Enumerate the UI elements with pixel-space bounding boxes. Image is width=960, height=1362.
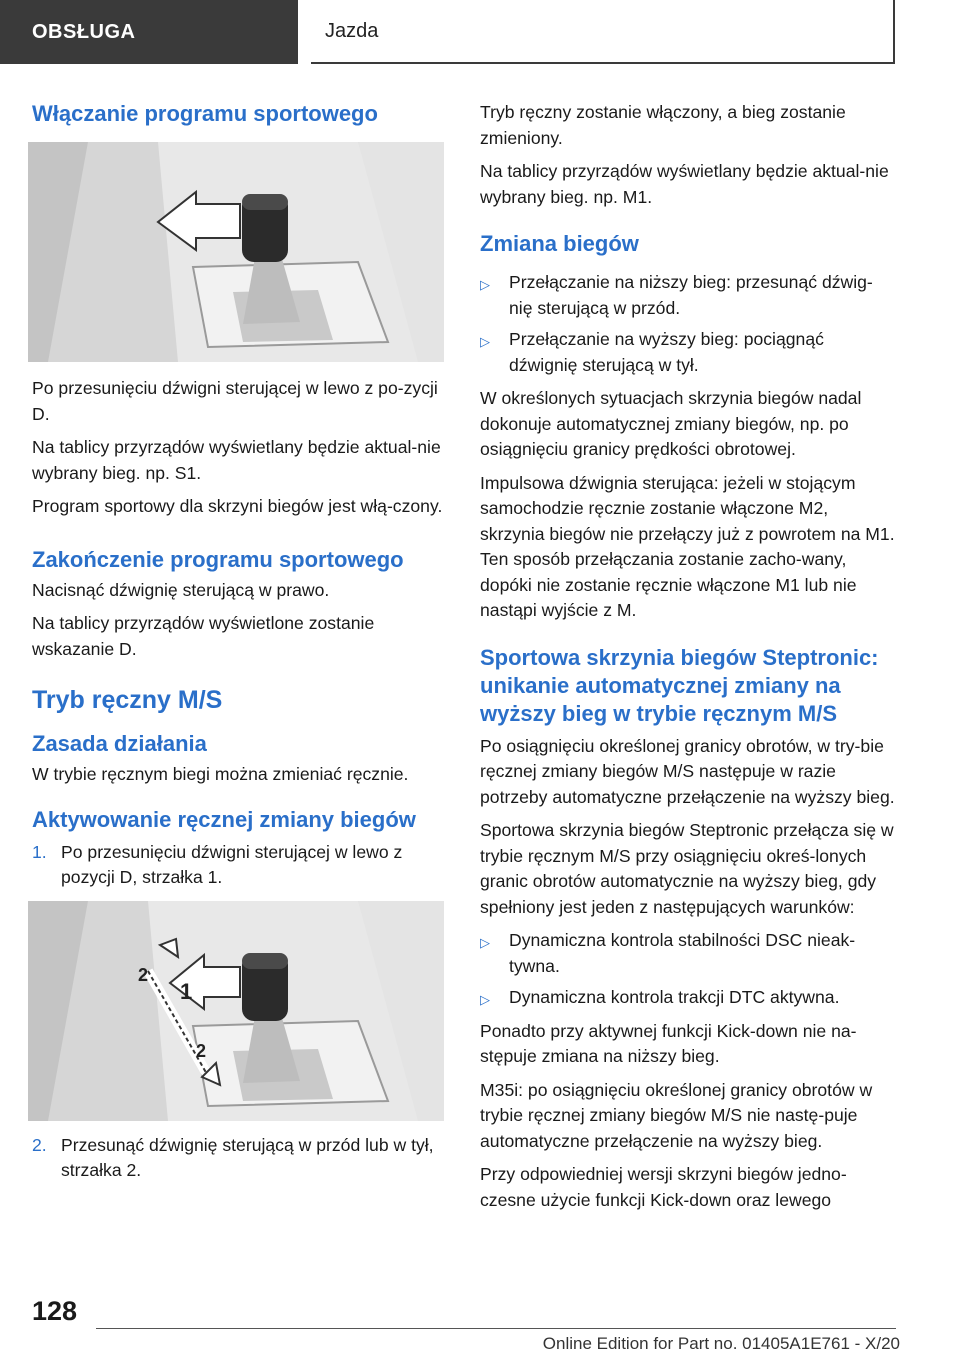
gear-change-list — [480, 270, 896, 378]
paragraph: Tryb ręczny zostanie włączony, a bieg zostanie zmieniony. — [480, 102, 846, 148]
arrow-label-2-lower: 2 — [196, 1040, 207, 1061]
heading-principle: Zasada działania — [32, 731, 207, 756]
right-column — [480, 100, 896, 1221]
footer-edition: Online Edition for Part no. 01405A1E761 - X/20 — [542, 1334, 900, 1353]
footer-divider — [96, 1328, 896, 1329]
paragraph: Na tablicy przyrządów wyświetlany będzie aktual-nie wybrany bieg. np. M1. — [480, 161, 889, 207]
gear-selector-figure — [28, 142, 444, 362]
heading-gear-change: Zmiana biegów — [480, 231, 639, 256]
gear-selector-arrows-illustration — [28, 901, 444, 1121]
page-number: 128 — [32, 1296, 78, 1326]
paragraph: W określonych sytuacjach skrzynia biegów nadal dokonuje automatycznej zmiany biegów, np. po osiągnięciu granicy prędkości obrotowej. — [480, 388, 862, 459]
arrow-label-2: 2 — [138, 964, 149, 985]
chapter-tab — [311, 0, 895, 64]
paragraph: Na tablicy przyrządów wyświetlany będzie aktual-nie wybrany bieg. np. S1. — [32, 437, 441, 483]
step-text: Przesunąć dźwignię sterującą w przód lub w tył, strzałka 2. — [61, 1134, 434, 1180]
heading-sport-off: Zakończenie programu sportowego — [32, 546, 404, 572]
heading-activate-manual: Aktywowanie ręcznej zmiany biegów — [32, 806, 416, 832]
list-item-text: Dynamiczna kontrola trakcji DTC aktywna. — [509, 987, 840, 1007]
conditions-list — [480, 928, 896, 1013]
paragraph: Impulsowa dźwignia sterująca: jeżeli w stojącym samochodzie ręcznie zostanie włączone M2, skrzynia biegów nie przełączy już z powrotem na M1. Ten sposób przełączania zostanie zacho-wany, dopóki nie zostanie ręcznie włączone M1 lub nie nastąpi wyjście z M. — [480, 472, 895, 620]
step-number: 2. — [32, 1134, 47, 1155]
section-title: OBSŁUGA — [32, 20, 136, 43]
list-item — [32, 840, 444, 891]
paragraph: Po przesunięciu dźwigni sterującej w lewo z po-zycji D. — [32, 378, 438, 424]
paragraph: Sportowa skrzynia biegów Steptronic przełącza się w trybie ręcznym M/S przy osiągnięciu okreś-lonych granic obrotów automatycznie na wyższy bieg, gdy spełniony jest jeden z następujących warunków: — [480, 820, 894, 917]
steps-list-continued — [32, 1133, 444, 1184]
gear-selector-illustration — [28, 142, 444, 362]
list-item-text: Dynamiczna kontrola stabilności DSC nieak-tywna. — [509, 930, 856, 976]
paragraph: Po osiągnięciu określonej granicy obrotów, w try-bie ręcznej zmiany biegów M/S następuje w razie potrzeby automatyczne przełączenie na wyższy bieg. — [480, 735, 895, 807]
step-number: 1. — [32, 841, 47, 862]
list-item-text: Przełączanie na wyższy bieg: pociągnąć dźwignię sterującą w tył. — [509, 329, 824, 375]
paragraph: Przy odpowiedniej wersji skrzyni biegów jedno-czesne użycie funkcji Kick-down oraz lewego — [480, 1164, 847, 1210]
list-item — [480, 928, 896, 979]
list-item — [480, 985, 896, 1013]
bullet-triangle-icon: ▷ — [480, 992, 490, 1007]
paragraph: Ponadto przy aktywnej funkcji Kick-down nie na-stępuje zmiana na niższy bieg. — [480, 1020, 857, 1066]
paragraph: Nacisnąć dźwignię sterującą w prawo. — [32, 579, 330, 600]
chapter-title: Jazda — [325, 19, 379, 42]
bullet-triangle-icon: ▷ — [480, 334, 490, 349]
arrow-label-1: 1 — [180, 978, 193, 1004]
paragraph: Na tablicy przyrządów wyświetlone zostanie wskazanie D. — [32, 613, 375, 659]
heading-steptronic: Sportowa skrzynia biegów Steptronic: unikanie automatycznej zmiany na wyższy bieg w trybie ręcznym M/S — [480, 644, 879, 726]
list-item — [480, 270, 896, 321]
heading-sport-on: Włączanie programu sportowego — [32, 101, 378, 126]
step-text: Po przesunięciu dźwigni sterującej w lewo z pozycji D, strzałka 1. — [61, 841, 403, 887]
steps-list — [32, 840, 444, 891]
paragraph: W trybie ręcznym biegi można zmieniać ręcznie. — [32, 764, 409, 784]
paragraph: M35i: po osiągnięciu określonej granicy obrotów w trybie ręcznej zmiany biegów M/S nie nastę-puje automatyczne przełączenie na wyższy bieg. — [480, 1079, 873, 1151]
list-item — [480, 327, 896, 378]
list-item-text: Przełączanie na niższy bieg: przesunąć dźwig-nię sterującą w przód. — [509, 272, 873, 318]
heading-manual-mode: Tryb ręczny M/S — [32, 686, 223, 714]
left-column — [32, 100, 444, 1192]
bullet-triangle-icon: ▷ — [480, 277, 490, 292]
gear-selector-figure-arrows — [28, 901, 444, 1121]
section-tab — [0, 0, 298, 64]
paragraph: Program sportowy dla skrzyni biegów jest włą-czony. — [32, 496, 443, 516]
list-item — [32, 1133, 444, 1184]
bullet-triangle-icon: ▷ — [480, 935, 490, 950]
